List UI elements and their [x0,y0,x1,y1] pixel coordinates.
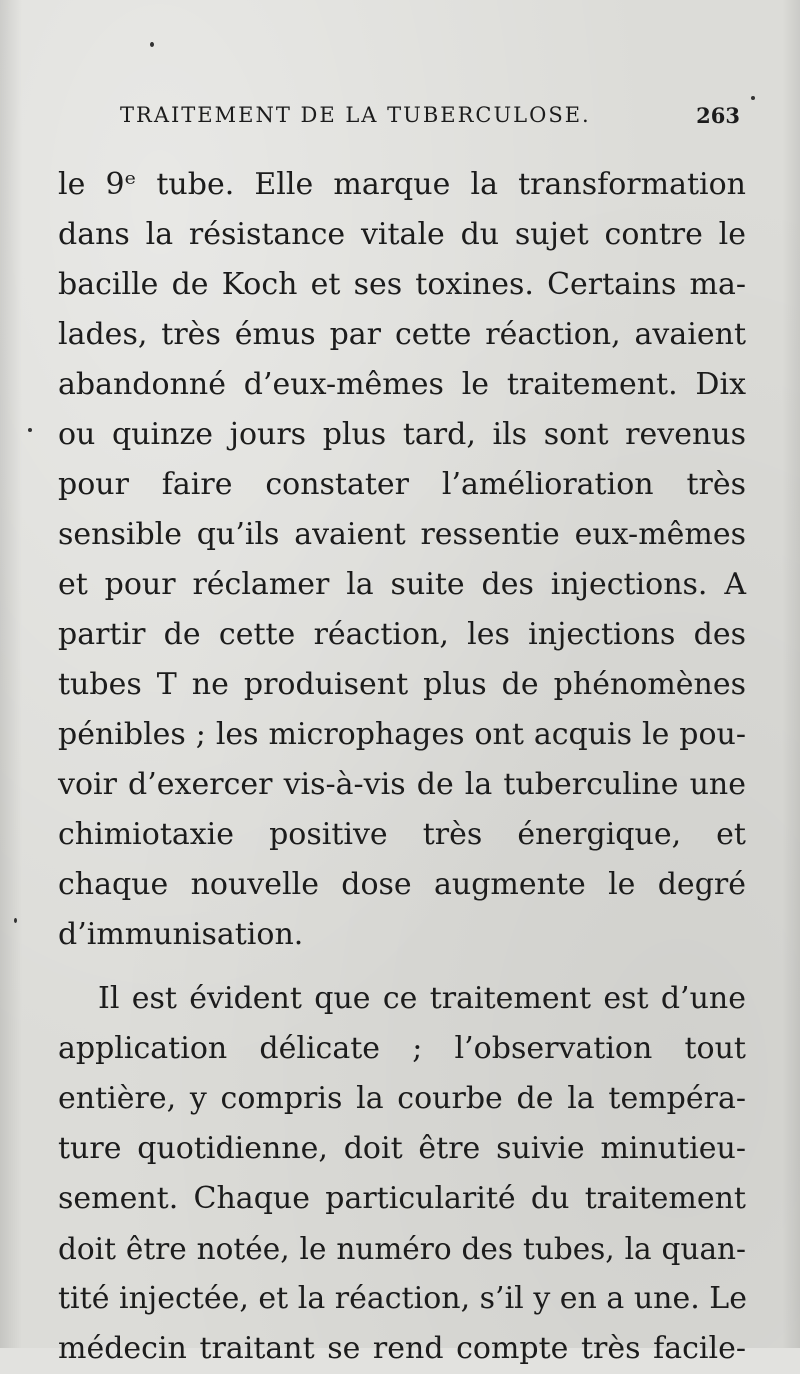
text-line: sement. Chaque particularité du traitement [58,1181,746,1216]
ink-speck [28,428,32,432]
text-line: entière, y compris la courbe de la tempéra- [58,1081,746,1116]
ink-speck [14,918,17,923]
text-line: chimiotaxie positive très énergique, et [58,817,746,852]
text-line: chaque nouvelle dose augmente le degré [58,867,746,902]
text-line: partir de cette réaction, les injections des [58,617,746,652]
text-line: le 9ᵉ tube. Elle marque la transformation [58,167,746,202]
text-line: dans la résistance vitale du sujet contre le [58,217,746,252]
ink-speck [751,96,755,100]
text-line: ture quotidienne, doit être suivie minutieu- [58,1131,746,1166]
text-line: lades, très émus par cette réaction, avaient [58,317,746,352]
paragraph-2 [58,974,746,1374]
page-edge-shadow-right [782,0,800,1348]
text-line: sensible qu’ils avaient ressentie eux-mêmes [58,517,746,552]
running-head-title: TRAITEMENT DE LA TUBERCULOSE. [120,103,591,127]
paragraph-gap [58,960,746,974]
text-line: abandonné d’eux-mêmes le traitement. Dix [58,367,746,402]
text-line: tubes T ne produisent plus de phénomènes [58,667,746,702]
body-text [58,160,746,1374]
text-line: tité injectée, et la réaction, s’il y en a une. Le [58,1281,747,1316]
text-line: médecin traitant se rend compte très facile- [58,1331,746,1366]
text-line: d’immunisation. [58,917,304,952]
page-edge-shadow-left [0,0,22,1348]
ink-speck [150,42,154,47]
text-line: application délicate ; l’observation tout [58,1031,746,1066]
running-head [120,103,740,133]
text-line: pénibles ; les microphages ont acquis le pou- [58,717,746,752]
text-line: Il est évident que ce traitement est d’une [98,981,746,1016]
text-line: pour faire constater l’amélioration très [58,467,746,502]
text-line: voir d’exercer vis-à-vis de la tuberculine une [58,767,746,802]
paragraph-1 [58,160,746,960]
text-line: ou quinze jours plus tard, ils sont revenus [58,417,746,452]
text-line: doit être notée, le numéro des tubes, la quan- [58,1232,746,1266]
text-line: et pour réclamer la suite des injections. A [58,567,746,602]
text-line: bacille de Koch et ses toxines. Certains ma- [58,267,746,302]
page-number: 263 [696,103,740,128]
